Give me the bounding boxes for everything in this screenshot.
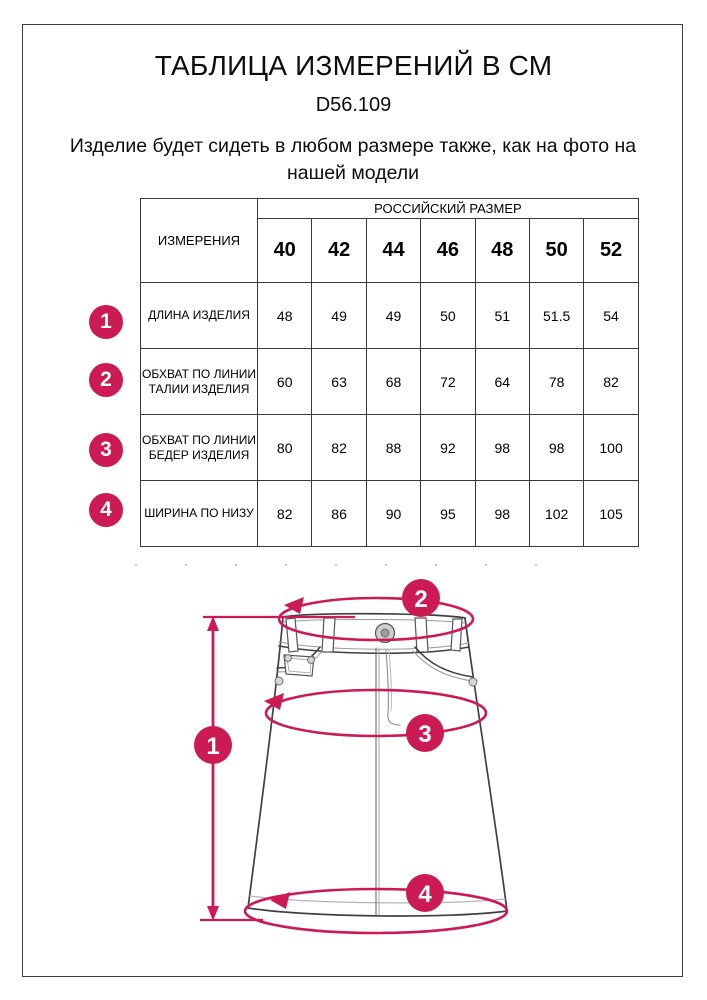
measurement-value-cell: 86 bbox=[312, 481, 366, 547]
diagram-marker-4-label: 4 bbox=[418, 881, 432, 908]
size-column-header: 48 bbox=[475, 219, 529, 283]
measurement-value-cell: 98 bbox=[529, 415, 583, 481]
diagram-marker-1-label: 1 bbox=[206, 733, 220, 760]
measurement-value-cell: 49 bbox=[312, 283, 366, 349]
row-marker-2: 2 bbox=[89, 363, 123, 397]
measurement-value-cell: 78 bbox=[529, 349, 583, 415]
fit-description: Изделие будет сидеть в любом размере также, как на фото на нашей модели bbox=[69, 135, 637, 184]
measurement-value-cell: 100 bbox=[584, 415, 638, 481]
row-marker-1: 1 bbox=[89, 305, 123, 339]
measurement-value-cell: 88 bbox=[366, 415, 420, 481]
page-title: ТАБЛИЦА ИЗМЕРЕНИЙ В СМ bbox=[154, 50, 553, 81]
skirt-drawing bbox=[248, 614, 507, 916]
row-marker-4: 4 bbox=[89, 493, 123, 527]
measurement-value-cell: 80 bbox=[258, 415, 312, 481]
measurement-value-cell: 60 bbox=[258, 349, 312, 415]
table-row bbox=[141, 349, 639, 415]
measurement-value-cell: 68 bbox=[366, 349, 420, 415]
size-column-header: 44 bbox=[366, 219, 420, 283]
measurement-value-cell: 50 bbox=[421, 283, 475, 349]
measurement-value-cell: 72 bbox=[421, 349, 475, 415]
measurement-value-cell: 95 bbox=[421, 481, 475, 547]
measurement-value-cell: 51 bbox=[475, 283, 529, 349]
measurement-label: ОБХВАТ ПО ЛИНИИ БЕДЕР ИЗДЕЛИЯ bbox=[141, 415, 258, 481]
model-code: D56.109 bbox=[315, 94, 392, 116]
measurement-value-cell: 48 bbox=[258, 283, 312, 349]
table-row bbox=[141, 283, 639, 349]
measurement-value-cell: 63 bbox=[312, 349, 366, 415]
row-marker-3: 3 bbox=[89, 433, 123, 467]
measurement-value-cell: 105 bbox=[584, 481, 638, 547]
measurement-value-cell: 82 bbox=[584, 349, 638, 415]
size-column-header: 42 bbox=[312, 219, 366, 283]
measurement-value-cell: 82 bbox=[258, 481, 312, 547]
size-column-header: 40 bbox=[258, 219, 312, 283]
measurement-label: ОБХВАТ ПО ЛИНИИ ТАЛИИ ИЗДЕЛИЯ bbox=[141, 349, 258, 415]
size-group-header: РОССИЙСКИЙ РАЗМЕР bbox=[258, 199, 639, 219]
measurement-value-cell: 54 bbox=[584, 283, 638, 349]
measurement-label: ДЛИНА ИЗДЕЛИЯ bbox=[141, 283, 258, 349]
size-column-header: 52 bbox=[584, 219, 638, 283]
measurement-value-cell: 90 bbox=[366, 481, 420, 547]
measurement-value-cell: 82 bbox=[312, 415, 366, 481]
measurement-value-cell: 98 bbox=[475, 415, 529, 481]
measurements-header: ИЗМЕРЕНИЯ bbox=[141, 199, 258, 283]
measurement-value-cell: 64 bbox=[475, 349, 529, 415]
measurement-value-cell: 51.5 bbox=[529, 283, 583, 349]
diagram-marker-2-label: 2 bbox=[414, 586, 428, 613]
skirt-measurement-diagram bbox=[148, 555, 578, 975]
size-column-header: 50 bbox=[529, 219, 583, 283]
measurements-table bbox=[140, 198, 639, 547]
measurement-value-cell: 98 bbox=[475, 481, 529, 547]
measurement-label: ШИРИНА ПО НИЗУ bbox=[141, 481, 258, 547]
table-row bbox=[141, 481, 639, 547]
size-column-header: 46 bbox=[421, 219, 475, 283]
diagram-marker-3-label: 3 bbox=[418, 721, 432, 748]
measurement-value-cell: 102 bbox=[529, 481, 583, 547]
table-row bbox=[141, 415, 639, 481]
measurement-value-cell: 92 bbox=[421, 415, 475, 481]
measurement-value-cell: 49 bbox=[366, 283, 420, 349]
